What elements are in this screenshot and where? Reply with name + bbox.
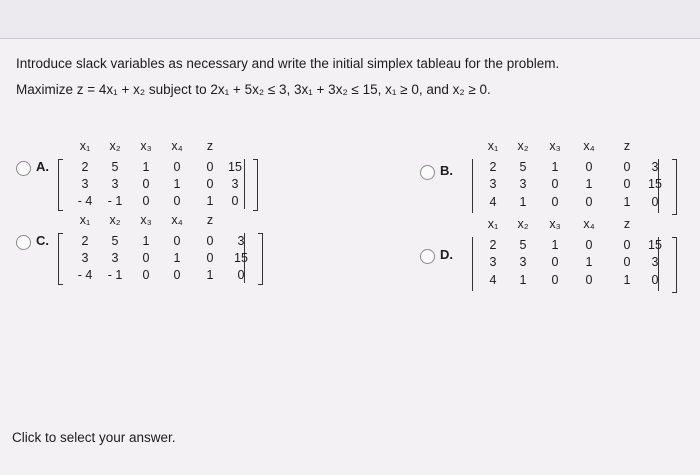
cell: 0 <box>623 177 631 191</box>
header-x3: x₃ <box>549 139 561 153</box>
question-text <box>16 51 686 103</box>
cell: 3 <box>81 251 89 265</box>
cell: 0 <box>551 273 559 287</box>
option-b-radio[interactable] <box>420 165 435 180</box>
cell: 2 <box>489 160 497 174</box>
cell: 15 <box>648 238 662 252</box>
header-x2: x₂ <box>517 139 529 153</box>
question-problem: Maximize z = 4x₁ + x₂ subject to 2x₁ + 5x₂ ≤ 3, 3x₁ + 3x₂ ≤ 15, x₁ ≥ 0, and x₂ ≥ 0. <box>16 82 491 97</box>
cell: 0 <box>142 194 150 208</box>
cell: 1 <box>206 268 214 282</box>
cell: 5 <box>519 160 527 174</box>
cell: 15 <box>228 160 242 174</box>
cell: - 4 <box>77 194 93 208</box>
cell: 15 <box>234 251 248 265</box>
cell: 0 <box>551 255 559 269</box>
tableau-right-bracket <box>258 233 263 285</box>
cell: 0 <box>206 177 214 191</box>
cell: 1 <box>142 234 150 248</box>
cell: 0 <box>173 160 181 174</box>
header-x1: x₁ <box>79 213 91 227</box>
cell: 1 <box>585 177 593 191</box>
cell: 0 <box>551 177 559 191</box>
header-x4: x₄ <box>583 139 595 153</box>
header-x1: x₁ <box>487 139 499 153</box>
cell: - 1 <box>107 268 123 282</box>
option-d-radio[interactable] <box>420 249 435 264</box>
cell: 1 <box>623 195 631 209</box>
option-c-radio[interactable] <box>16 235 31 250</box>
cell: 0 <box>206 160 214 174</box>
cell: 5 <box>519 238 527 252</box>
header-z: z <box>623 139 631 153</box>
cell: 0 <box>623 238 631 252</box>
tableau-right-bracket <box>672 237 677 293</box>
cell: - 4 <box>77 268 93 282</box>
cell: 3 <box>111 251 119 265</box>
cell: 0 <box>585 238 593 252</box>
cell: 1 <box>519 195 527 209</box>
cell: 0 <box>142 251 150 265</box>
cell: 5 <box>111 160 119 174</box>
tableau-left-bracket <box>58 233 63 285</box>
cell: 5 <box>111 234 119 248</box>
header-x3: x₃ <box>140 213 152 227</box>
header-x4: x₄ <box>171 213 183 227</box>
cell: 3 <box>237 234 245 248</box>
cell: 3 <box>519 177 527 191</box>
cell: 3 <box>489 177 497 191</box>
cell: 3 <box>231 177 239 191</box>
cell: 3 <box>519 255 527 269</box>
cell: 15 <box>648 177 662 191</box>
header-x1: x₁ <box>79 139 91 153</box>
cell: 0 <box>551 195 559 209</box>
question-card <box>0 38 700 475</box>
cell: 4 <box>489 273 497 287</box>
cell: 0 <box>206 251 214 265</box>
cell: 0 <box>206 234 214 248</box>
cell: 0 <box>585 273 593 287</box>
cell: 0 <box>173 268 181 282</box>
cell: 4 <box>489 195 497 209</box>
cell: 1 <box>142 160 150 174</box>
cell: 1 <box>173 177 181 191</box>
cell: 1 <box>551 238 559 252</box>
tableau-left-bracket <box>58 159 63 211</box>
cell: 1 <box>585 255 593 269</box>
header-z: z <box>206 213 214 227</box>
header-x4: x₄ <box>171 139 183 153</box>
cell: 0 <box>142 177 150 191</box>
cell: 1 <box>551 160 559 174</box>
option-b-label: B. <box>440 163 453 178</box>
header-x4: x₄ <box>583 217 595 231</box>
option-d-label: D. <box>440 247 453 262</box>
option-a-label: A. <box>36 159 49 174</box>
cell: 3 <box>651 160 659 174</box>
cell: 0 <box>585 195 593 209</box>
cell: 2 <box>81 160 89 174</box>
cell: 3 <box>81 177 89 191</box>
cell: 3 <box>111 177 119 191</box>
header-x3: x₃ <box>549 217 561 231</box>
cell: 0 <box>623 255 631 269</box>
cell: 0 <box>231 194 239 208</box>
cell: 0 <box>585 160 593 174</box>
header-z: z <box>623 217 631 231</box>
tableau-left-bracket <box>472 237 477 291</box>
cell: 0 <box>651 195 659 209</box>
header-x2: x₂ <box>517 217 529 231</box>
tableau-right-bracket <box>672 159 677 215</box>
header-x1: x₁ <box>487 217 499 231</box>
cell: 0 <box>173 194 181 208</box>
header-z: z <box>206 139 214 153</box>
option-c-label: C. <box>36 233 49 248</box>
tableau-left-bracket <box>472 159 477 213</box>
header-x2: x₂ <box>109 139 121 153</box>
cell: 1 <box>519 273 527 287</box>
cell: 0 <box>173 234 181 248</box>
cell: 2 <box>81 234 89 248</box>
cell: 0 <box>237 268 245 282</box>
cell: 1 <box>173 251 181 265</box>
header-x3: x₃ <box>140 139 152 153</box>
header-x2: x₂ <box>109 213 121 227</box>
tableau-right-bracket <box>253 159 258 211</box>
cell: 1 <box>623 273 631 287</box>
cell: 0 <box>651 273 659 287</box>
cell: - 1 <box>107 194 123 208</box>
cell: 0 <box>623 160 631 174</box>
option-a-radio[interactable] <box>16 161 31 176</box>
cell: 2 <box>489 238 497 252</box>
cell: 3 <box>489 255 497 269</box>
question-instruction: Introduce slack variables as necessary and write the initial simplex tableau for the problem. <box>16 56 560 71</box>
cell: 0 <box>142 268 150 282</box>
cell: 3 <box>651 255 659 269</box>
cell: 1 <box>206 194 214 208</box>
select-answer-hint: Click to select your answer. <box>12 430 176 445</box>
